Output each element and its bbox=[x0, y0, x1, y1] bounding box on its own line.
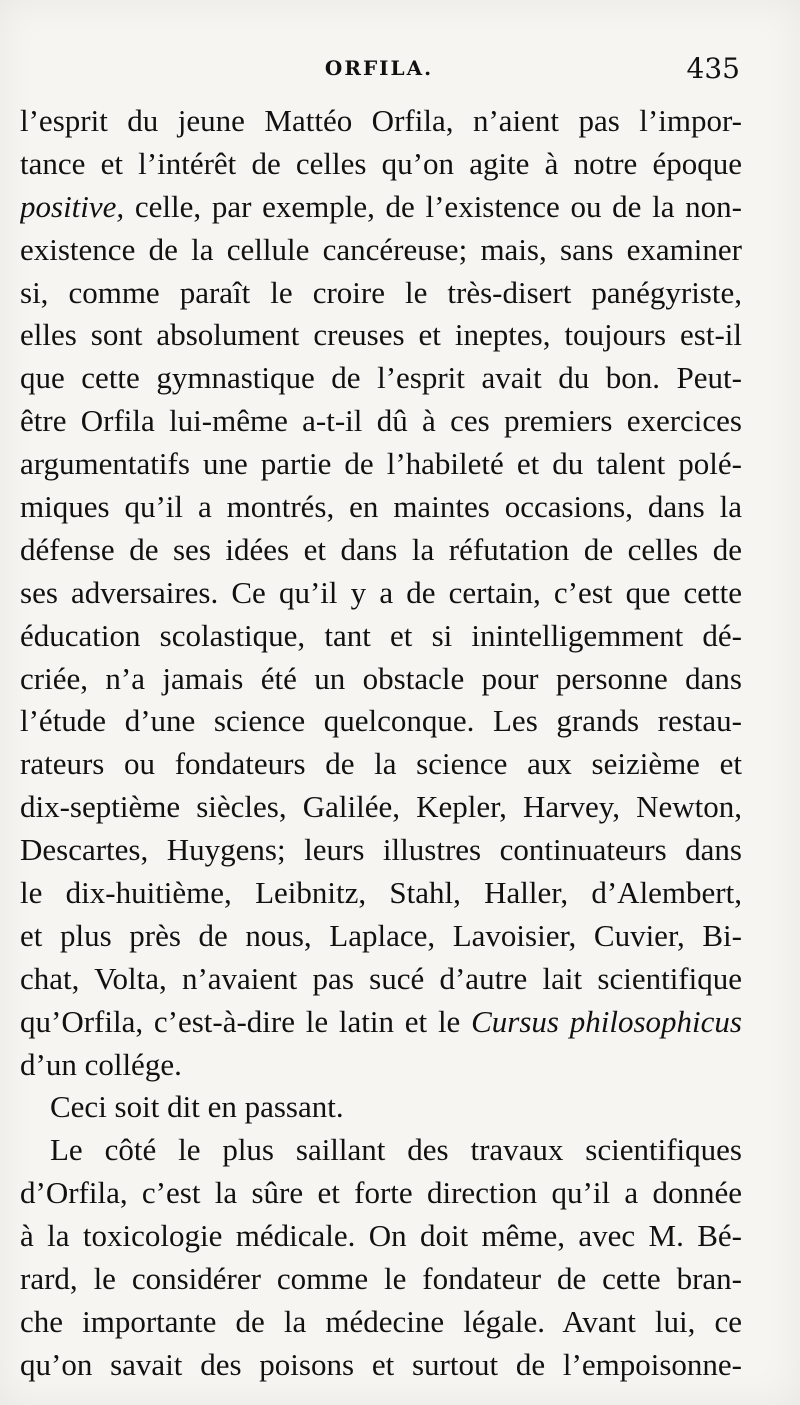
text-line: Le côté le plus saillant des travaux scientifiques bbox=[50, 1132, 742, 1168]
text-line: l’esprit du jeune Mattéo Orfila, n’aient pas l’impor- bbox=[20, 103, 742, 138]
text-line: à la toxicologie médicale. On doit même, avec M. Bé- bbox=[20, 1218, 742, 1254]
text-line: éducation scolastique, tant et si inintelligemment dé- bbox=[20, 617, 742, 653]
text-line bbox=[20, 1001, 742, 1044]
page-number: 435 bbox=[686, 52, 740, 85]
text-line bbox=[20, 186, 742, 229]
text-fragment: celle, par exemple, de l’existence ou de la non- bbox=[134, 188, 742, 224]
text-line: elles sont absolument creuses et ineptes, toujours est-il bbox=[20, 317, 742, 353]
italic-word: positive, bbox=[20, 188, 125, 224]
running-head bbox=[18, 52, 740, 86]
text-line: le dix-huitième, Leibnitz, Stahl, Haller, d’Alembert, bbox=[20, 875, 742, 911]
text-line: et plus près de nous, Laplace, Lavoisier, Cuvier, Bi- bbox=[20, 917, 742, 953]
text-line: chat, Volta, n’avaient pas sucé d’autre lait scientifique bbox=[20, 960, 742, 996]
text-line: existence de la cellule cancéreuse; mais, sans examiner bbox=[20, 231, 742, 267]
text-line: d’un collége. bbox=[20, 1046, 182, 1082]
running-title: ORFILA. bbox=[324, 56, 434, 80]
text-line: dix-septième siècles, Galilée, Kepler, Harvey, Newton, bbox=[20, 789, 742, 825]
text-line: rard, le considérer comme le fondateur de cette bran- bbox=[20, 1261, 742, 1297]
text-line: défense de ses idées et dans la réfutation de celles de bbox=[20, 531, 742, 567]
text-line: l’étude d’une science quelconque. Les grands restau- bbox=[20, 703, 742, 739]
text-line: d’Orfila, c’est la sûre et forte direction qu’il a donnée bbox=[20, 1175, 742, 1211]
text-line: criée, n’a jamais été un obstacle pour personne dans bbox=[20, 660, 742, 696]
text-line: Descartes, Huygens; leurs illustres continuateurs dans bbox=[20, 832, 742, 868]
text-fragment: qu’Orfila, c’est-à-dire le latin et le bbox=[20, 1003, 461, 1039]
text-line: miques qu’il a montrés, en maintes occasions, dans la bbox=[20, 489, 742, 525]
text-line: ses adversaires. Ce qu’il y a de certain, c’est que cette bbox=[20, 574, 742, 610]
text-line: Ceci soit dit en passant. bbox=[50, 1089, 344, 1125]
text-line: tance et l’intérêt de celles qu’on agite à notre époque bbox=[20, 145, 742, 181]
text-line: si, comme paraît le croire le très-disert panégyriste, bbox=[20, 274, 742, 310]
text-line: argumentatifs une partie de l’habileté et du talent polé- bbox=[20, 446, 742, 482]
body-text bbox=[20, 100, 742, 1387]
text-line: être Orfila lui-même a-t-il dû à ces premiers exercices bbox=[20, 403, 742, 439]
text-line: que cette gymnastique de l’esprit avait du bon. Peut- bbox=[20, 360, 742, 396]
italic-phrase: Cursus philosophicus bbox=[471, 1003, 742, 1039]
text-line: qu’on savait des poisons et surtout de l’empoisonne- bbox=[20, 1346, 742, 1382]
text-line: rateurs ou fondateurs de la science aux seizième et bbox=[20, 746, 742, 782]
text-line: che importante de la médecine légale. Avant lui, ce bbox=[20, 1303, 742, 1339]
